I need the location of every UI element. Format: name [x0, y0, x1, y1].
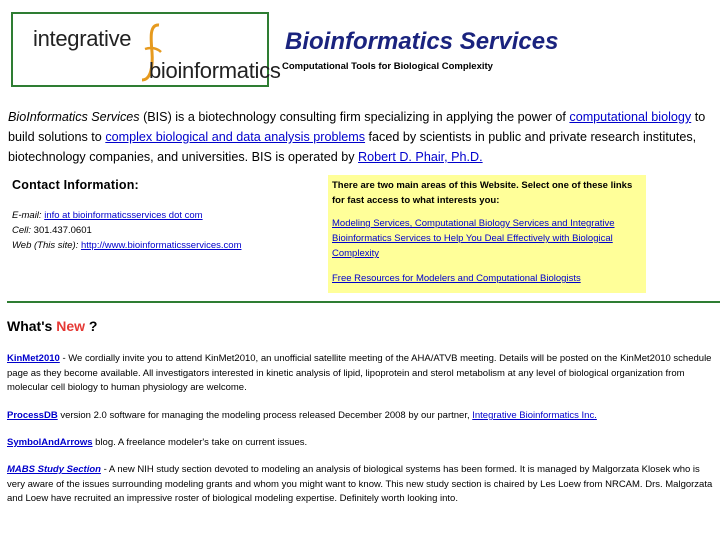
news-item-processdb	[7, 409, 719, 424]
main-areas-heading: There are two main areas of this Website. Select one of these links for fast access to what interests you:	[332, 180, 633, 206]
logo[interactable]	[11, 12, 281, 87]
computational-biology-link[interactable]: computational biology	[569, 110, 692, 124]
intro-text-3: faced by scientists in public and private research institutes, biotechnology companies, and universities. BIS is operated by	[8, 130, 697, 164]
contact-heading: Contact Information:	[12, 178, 139, 192]
news-item-symbolandarrows	[7, 436, 719, 451]
kinmet-text: - We cordially invite you to attend KinMet2010, an unofficial satellite meeting of the AHA/ATVB meeting. Details will be posted on the KinMet2010 schedule page as they become available. All investigators interested in kinetic analysis of lipid, lipoprotein and sterol metabolism at any level of biological organization from molecular cell biology to human physiology are welcome.	[7, 353, 712, 393]
logo-word-integrative: integrative	[33, 26, 132, 51]
intro-paragraph	[8, 107, 720, 167]
integrative-bioinformatics-link[interactable]: Integrative Bioinformatics Inc.	[472, 410, 597, 421]
contact-email-row	[12, 208, 241, 223]
intro-text-1: (BIS) is a biotechnology consulting firm specializing in applying the power of	[139, 110, 570, 124]
processdb-link[interactable]: ProcessDB	[7, 410, 58, 421]
contact-web-row	[12, 238, 241, 253]
whats-new-heading	[7, 318, 97, 334]
page-title: Bioinformatics Services	[285, 28, 559, 55]
logo-word-bioinformatics: bioinformatics	[149, 58, 281, 83]
symbolandarrows-text: blog. A freelance modeler's take on current issues.	[92, 437, 308, 448]
modeling-services-link[interactable]: Modeling Services, Computational Biology Services and Integrative Bioinformatics Services to Help You Deal Effectively with Biological Complexity	[332, 218, 615, 259]
whats-new-suffix: ?	[85, 318, 98, 334]
cell-value: 301.437.0601	[33, 225, 92, 236]
main-areas-box	[328, 175, 646, 293]
email-link[interactable]: info at bioinformaticsservices dot com	[44, 210, 203, 221]
complex-problems-link[interactable]: complex biological and data analysis problems	[105, 130, 366, 144]
mabs-text: - A new NIH study section devoted to modeling an analysis of biological systems has been formed. It is managed by Malgorzata Klosek who is very aware of the issues surrounding modeling grants and whom you might want to know. This new study section is chaired by Les Loew from NRCAM. Drs. Malgorzata and Loew have recruited an impressive roster of biological modeling expertise. Definitely worth looking into.	[7, 464, 713, 504]
contact-cell-row	[12, 223, 241, 238]
company-name: BioInformatics Services	[8, 110, 140, 124]
whats-new-highlight: New	[56, 318, 86, 334]
processdb-text: version 2.0 software for managing the modeling process released December 2008 by our partner,	[57, 410, 473, 421]
news-item-kinmet	[7, 352, 719, 396]
web-label: Web (This site):	[12, 240, 79, 251]
divider	[7, 301, 720, 303]
kinmet-link[interactable]: KinMet2010	[7, 353, 60, 364]
symbolandarrows-link[interactable]: SymbolAndArrows	[7, 437, 93, 448]
contact-block	[12, 208, 241, 253]
mabs-study-section-link[interactable]: MABS Study Section	[7, 464, 101, 475]
email-label: E-mail:	[12, 210, 42, 221]
cell-label: Cell:	[12, 225, 32, 236]
news-item-mabs	[7, 463, 719, 507]
free-resources-link[interactable]: Free Resources for Modelers and Computational Biologists	[332, 273, 581, 284]
website-link[interactable]: http://www.bioinformaticsservices.com	[80, 240, 242, 251]
whats-new-prefix: What's	[7, 318, 57, 334]
intro-text-2: to build solutions to	[8, 110, 706, 144]
page-subtitle: Computational Tools for Biological Complexity	[282, 61, 493, 72]
robert-phair-link[interactable]: Robert D. Phair, Ph.D.	[358, 150, 483, 164]
